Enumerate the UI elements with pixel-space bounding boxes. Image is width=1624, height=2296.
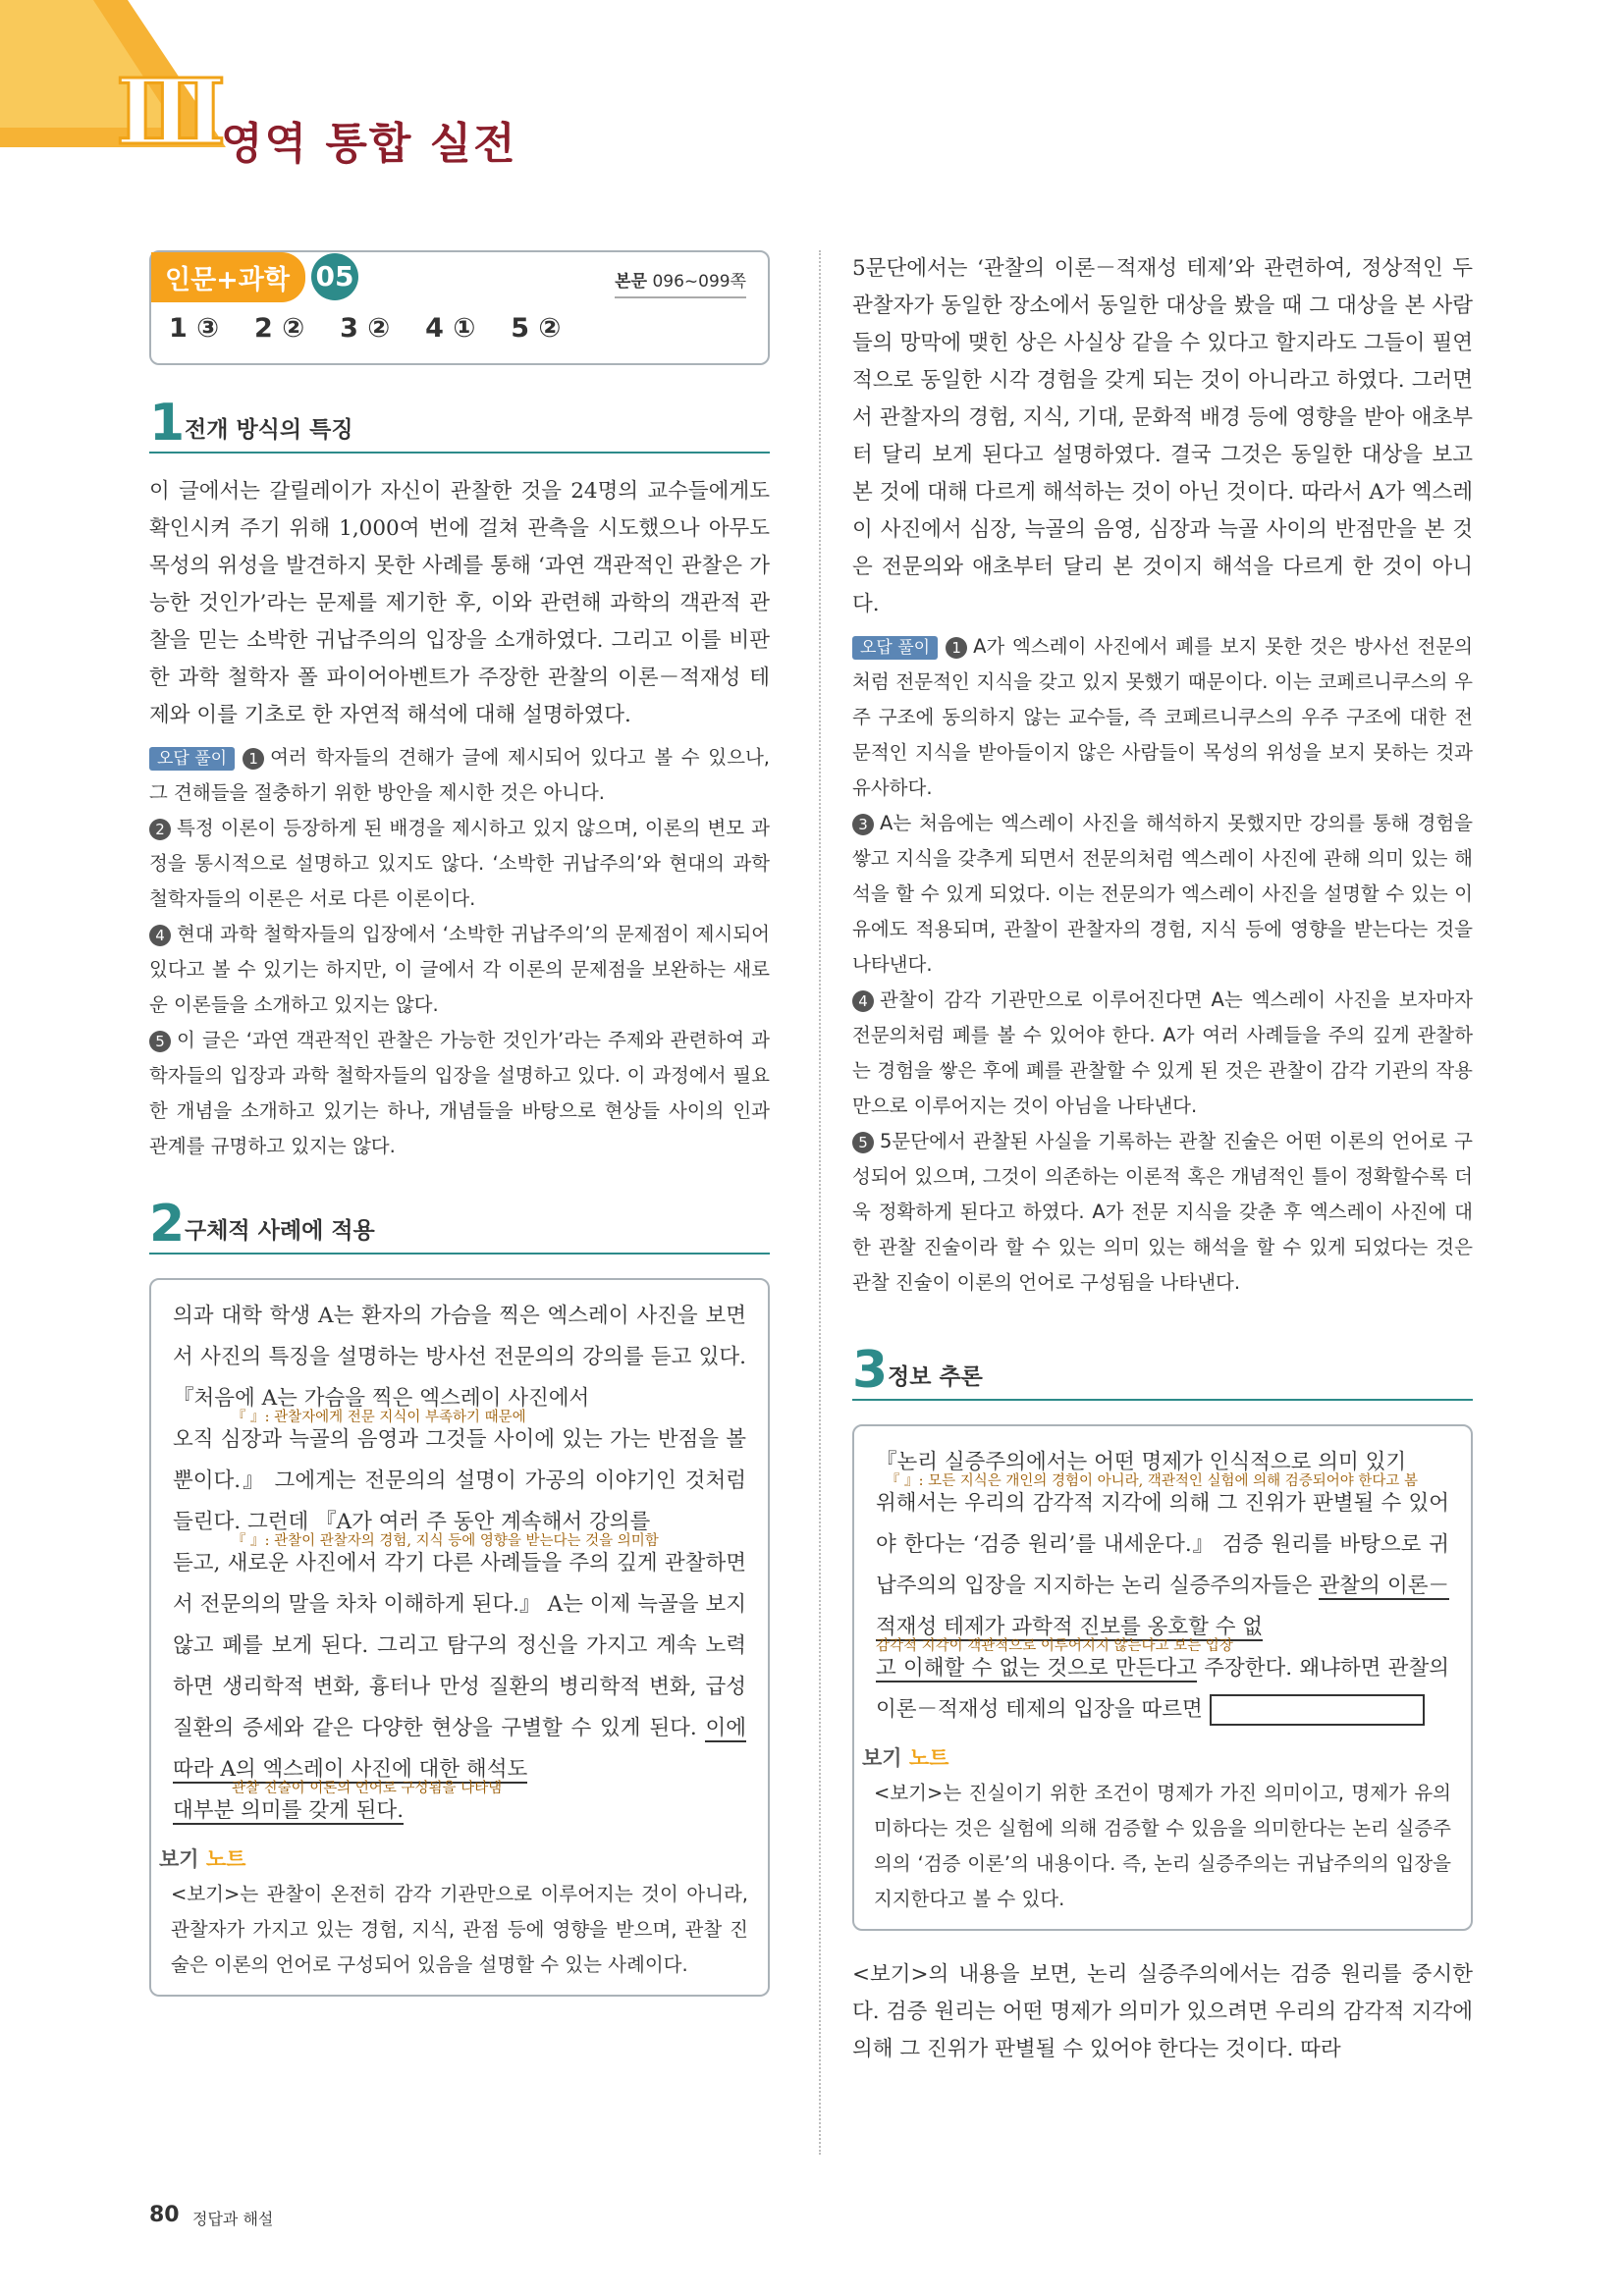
wrong-text: 현대 과학 철학자들의 입장에서 ‘소박한 귀납주의’의 문제점이 제시되어 있다고 볼 수 있기는 하지만, 이 글에서 각 이론의 문제점을 보완하는 새로운 이론들을 소개하고 있지는 않다. xyxy=(149,923,770,1016)
wrong-text: 특정 이론이 등장하게 된 배경을 제시하고 있지 않으며, 이론의 변모 과정을 통시적으로 설명하고 있지도 않다. ‘소박한 귀납주의’와 현대의 과학 철학자들의 이론은 서로 다른 이론이다. xyxy=(149,817,770,910)
wrong-text: 이 글은 ‘과연 객관적인 관찰은 가능한 것인가’라는 주제와 관련하여 과학자들의 입장과 과학 철학자들의 입장을 설명하고 있다. 이 과정에서 필요한 개념을 소개하고 있기는 하나, 개념들을 바탕으로 현상들 사이의 인과 관계를 규명하고 있지는 않다. xyxy=(149,1029,770,1157)
underlined-text: 관찰의 이론－적재성 테제가 과학적 진보를 옹호할 수 없 xyxy=(876,1574,1449,1639)
answer-list xyxy=(169,313,561,344)
q2-label: 구체적 사례에 적용 xyxy=(185,1218,375,1244)
page-reference xyxy=(615,267,746,298)
passage-sentence: 그에게는 전문의의 설명이 가공의 이야기인 것처럼 들린다. 그런데 『A가 여러 주 동안 계속해서 강의를 xyxy=(173,1468,746,1534)
q2-wrong-answers xyxy=(852,629,1473,1301)
q2-heading xyxy=(149,1194,770,1255)
q2-note: <보기>는 관찰이 온전히 감각 기관만으로 이루어지는 것이 아니라, 관찰자가 가지고 있는 경험, 지식, 관점 등에 영향을 받으며, 관찰 진술은 이론의 언어로 구성되어 있음을 설명할 수 있는 사례이다. xyxy=(171,1883,748,1976)
wrong-badge: 오답 풀이 xyxy=(149,747,235,771)
q2-number: 2 xyxy=(149,1195,186,1254)
q3-label: 정보 추론 xyxy=(888,1364,983,1390)
gloss-note: 감각적 지각이 객관적으로 이루어지지 않는다고 보는 입장 xyxy=(876,1638,1233,1654)
gloss-note: 『 』: 관찰자에게 전문 지식이 부족하기 때문에 xyxy=(232,1410,526,1425)
q1-wrong-2 xyxy=(149,811,770,917)
q3-note: <보기>는 진실이기 위한 조건이 명제가 가진 의미이고, 명제가 유의미하다는 것은 실험에 의해 검증할 수 있음을 의미한다는 논리 실증주의의 ‘검증 이론’의 내용이다. 즉, 논리 실증주의는 귀납주의의 입장을 지지한다고 볼 수 있다. xyxy=(874,1782,1451,1910)
circled-number: 1 xyxy=(243,748,264,770)
circled-number: 5 xyxy=(852,1132,874,1153)
passage-sentence: 위해서는 우리의 감각적 지각에 의해 그 진위가 판별될 수 있어야 한다는 ‘검증 원리’를 내세운다.』 xyxy=(876,1491,1449,1557)
subject-tag xyxy=(151,252,358,301)
q3-passage xyxy=(854,1426,1471,1740)
circled-number: 4 xyxy=(149,925,171,946)
q1-wrong-1 xyxy=(149,740,770,811)
answer-box xyxy=(149,250,770,365)
passage-sentence: 듣고, 새로운 사진에서 각기 다른 사례들을 주의 깊게 관찰하면서 전문의의 말을 차차 이해하게 된다.』 xyxy=(173,1551,746,1617)
answer-3: 3 ② xyxy=(340,313,391,344)
note-label: 보기 xyxy=(862,1746,902,1770)
circled-number: 1 xyxy=(946,637,967,659)
q3-explanation: <보기>의 내용을 보면, 논리 실증주의에서는 검증 원리를 중시한다. 검증 원리는 어떤 명제가 의미가 있으려면 우리의 감각적 지각에 의해 그 진위가 판별될 수 있어야 한다는 것이다. 따라 xyxy=(852,1962,1473,2061)
gloss-note: 관찰 진술이 이론의 언어로 구성됨을 나타냄 xyxy=(232,1781,503,1796)
page-ref-range: 096~099쪽 xyxy=(652,272,746,292)
left-column xyxy=(149,250,770,1997)
wrong-text: 여러 학자들의 견해가 글에 제시되어 있다고 볼 수 있으나, 그 견해들을 절충하기 위한 방안을 제시한 것은 아니다. xyxy=(149,746,770,804)
q3-heading xyxy=(852,1340,1473,1401)
q3-number: 3 xyxy=(852,1341,889,1400)
answer-blank xyxy=(1210,1694,1425,1726)
circled-number: 5 xyxy=(149,1031,171,1052)
passage-sentence: 의과 대학 학생 A는 환자의 가슴을 찍은 엑스레이 사진을 보면서 사진의 특징을 설명하는 방사선 전문의의 강의를 듣고 있다. xyxy=(173,1304,746,1369)
q2-wrong-5 xyxy=(852,1124,1473,1301)
q2-wrong-1 xyxy=(852,629,1473,806)
q2-wrong-4 xyxy=(852,983,1473,1124)
q1-explanation: 이 글에서는 갈릴레이가 자신이 관찰한 것을 24명의 교수들에게도 확인시켜 주기 위해 1,000여 번에 걸쳐 관측을 시도했으나 아무도 목성의 위성을 발견하지 못한 사례를 통해 ‘과연 객관적인 관찰은 가능한 것인가’라는 문제를 제기한 후, 이와 관련해 과학의 객관적 관찰을 믿는 소박한 귀납주의의 입장을 소개하였다. 그리고 이를 비판한 과학 철학자 폴 파이어아벤트가 주장한 관찰의 이론－적재성 테제와 이를 기초로 한 자연적 해석에 대해 설명하였다. xyxy=(149,479,770,727)
circled-number: 3 xyxy=(852,814,874,835)
answer-5: 5 ② xyxy=(511,313,562,344)
gloss-note: 『 』: 모든 지식은 개인의 경험이 아니라, 객관적인 실험에 의해 검증되어야 한다고 봄 xyxy=(886,1473,1419,1489)
circled-number: 2 xyxy=(149,819,171,840)
circled-number: 4 xyxy=(852,990,874,1012)
set-number: 05 xyxy=(311,253,358,300)
note-label: 보기 xyxy=(159,1847,199,1871)
subject-label: 인문+과학 xyxy=(151,252,305,302)
wrong-badge: 오답 풀이 xyxy=(852,636,938,660)
wrong-text: A가 엑스레이 사진에서 폐를 보지 못한 것은 방사선 전문의처럼 전문적인 지식을 갖고 있지 못했기 때문이다. 이는 코페르니쿠스의 우주 구조에 동의하지 않는 교수들, 즉 코페르니쿠스의 우주 구조에 대한 전문적인 지식을 받아들이지 않은 사람들이 목성의 위성을 보지 못하는 것과 유사하다. xyxy=(852,635,1473,799)
q1-wrong-answers xyxy=(149,740,770,1164)
q1-label: 전개 방식의 특징 xyxy=(185,417,353,443)
wrong-text: A는 처음에는 엑스레이 사진을 해석하지 못했지만 강의를 통해 경험을 쌓고 지식을 갖추게 되면서 전문의처럼 엑스레이 사진에 관해 의미 있는 해석을 할 수 있게 되었다. 이는 전문의가 엑스레이 사진을 설명할 수 있는 이유에도 적용되며, 관찰이 관찰자의 경험, 지식 등에 영향을 받는다는 것을 나타낸다. xyxy=(852,812,1473,976)
q2-passage xyxy=(151,1280,768,1842)
q1-heading xyxy=(149,393,770,454)
right-column xyxy=(852,250,1473,2068)
page-number: 80 xyxy=(149,2203,180,2227)
q2-wrong-3 xyxy=(852,806,1473,983)
q3-passage-box xyxy=(852,1424,1473,1931)
passage-sentence: 검증 원리를 바탕으로 귀납주의의 입장을 지지하는 논리 실증주의자들은 xyxy=(876,1532,1449,1598)
answer-1: 1 ③ xyxy=(169,313,220,344)
footer-label: 정답과 해설 xyxy=(192,2210,274,2228)
q1-wrong-5 xyxy=(149,1023,770,1164)
note-word: 노트 xyxy=(908,1746,949,1770)
underlined-text: 고 이해할 수 없는 것으로 만든다고 xyxy=(876,1656,1197,1681)
q2-passage-text xyxy=(173,1296,746,1832)
q3-note-title xyxy=(854,1740,1471,1776)
passage-sentence: 주장한다. 왜냐하면 관찰의 이론－적재성 테제의 입장을 따르면 xyxy=(876,1656,1449,1722)
wrong-text: 5문단에서 관찰된 사실을 기록하는 관찰 진술은 어떤 이론의 언어로 구성되어 있으며, 그것이 의존하는 이론적 혹은 개념적인 틀이 정확할수록 더욱 정확하게 된다고 하였다. A가 전문 지식을 갖춘 후 엑스레이 사진에 대한 관찰 진술이라 할 수 있는 의미 있는 해석을 할 수 있게 되었다는 것은 관찰 진술이 이론의 언어로 구성됨을 나타낸다. xyxy=(852,1130,1473,1294)
passage-sentence: 『처음에 A는 가슴을 찍은 엑스레이 사진에서 xyxy=(173,1386,590,1411)
q2-passage-box xyxy=(149,1278,770,1997)
page-ref-label: 본문 xyxy=(615,272,648,292)
chapter-title: 영역 통합 실전 xyxy=(221,119,517,169)
passage-sentence: 오직 심장과 늑골의 음영과 그것들 사이에 있는 가는 반점을 볼 뿐이다.』 xyxy=(173,1427,746,1493)
q2-explanation: 5문단에서는 ‘관찰의 이론－적재성 테제’와 관련하여, 정상적인 두 관찰자가 동일한 장소에서 동일한 대상을 봤을 때 그 대상을 본 사람들의 망막에 맺힌 상은 사실상 같을 수 있다고 할지라도 그들이 필연적으로 동일한 시각 경험을 갖게 되는 것이 아니라고 하였다. 그러면서 관찰자의 경험, 지식, 기대, 문화적 배경 등에 영향을 받아 애초부터 달리 보게 된다고 설명하였다. 결국 그것은 동일한 대상을 보고 본 것에 대해 다르게 해석하는 것이 아닌 것이다. 따라서 A가 엑스레이 사진에서 심장, 늑골의 음영, 심장과 늑골 사이의 반점만을 본 것은 전문의와 애초부터 달리 본 것이지 해석을 다르게 한 것이 아니다. xyxy=(852,256,1473,616)
q2-note-title xyxy=(151,1842,768,1877)
answer-4: 4 ① xyxy=(425,313,476,344)
passage-sentence: 『논리 실증주의에서는 어떤 명제가 인식적으로 의미 있기 xyxy=(876,1450,1407,1474)
underlined-text: 대부분 의미를 갖게 된다. xyxy=(173,1798,405,1823)
answer-2: 2 ② xyxy=(254,313,305,344)
gloss-note: 『 』: 관찰이 관찰자의 경험, 지식 등에 영향을 받는다는 것을 의미함 xyxy=(232,1533,659,1549)
wrong-text: 관찰이 감각 기관만으로 이루어진다면 A는 엑스레이 사진을 보자마자 전문의처럼 폐를 볼 수 있어야 한다. A가 여러 사례들을 주의 깊게 관찰하는 경험을 쌓은 후에 폐를 관찰할 수 있게 된 것은 관찰이 감각 기관의 작용만으로 이루어지는 것이 아님을 나타낸다. xyxy=(852,988,1473,1117)
passage-sentence: A는 이제 늑골을 보지 않고 폐를 보게 된다. 그리고 탐구의 정신을 가지고 계속 노력하면 생리학적 변화, 흉터나 만성 질환의 병리학적 변화, 급성 질환의 증세와 같은 다양한 현상을 구별할 수 있게 된다. xyxy=(173,1592,746,1740)
q3-passage-text xyxy=(876,1442,1449,1731)
q1-number: 1 xyxy=(149,394,186,453)
chapter-numeral: Ⅲ xyxy=(116,59,223,165)
underlined-text: 이에 따라 A의 엑스레이 사진에 대한 해석도 xyxy=(173,1716,746,1782)
column-divider xyxy=(819,250,821,2155)
note-word: 노트 xyxy=(205,1847,246,1871)
q1-wrong-4 xyxy=(149,917,770,1023)
